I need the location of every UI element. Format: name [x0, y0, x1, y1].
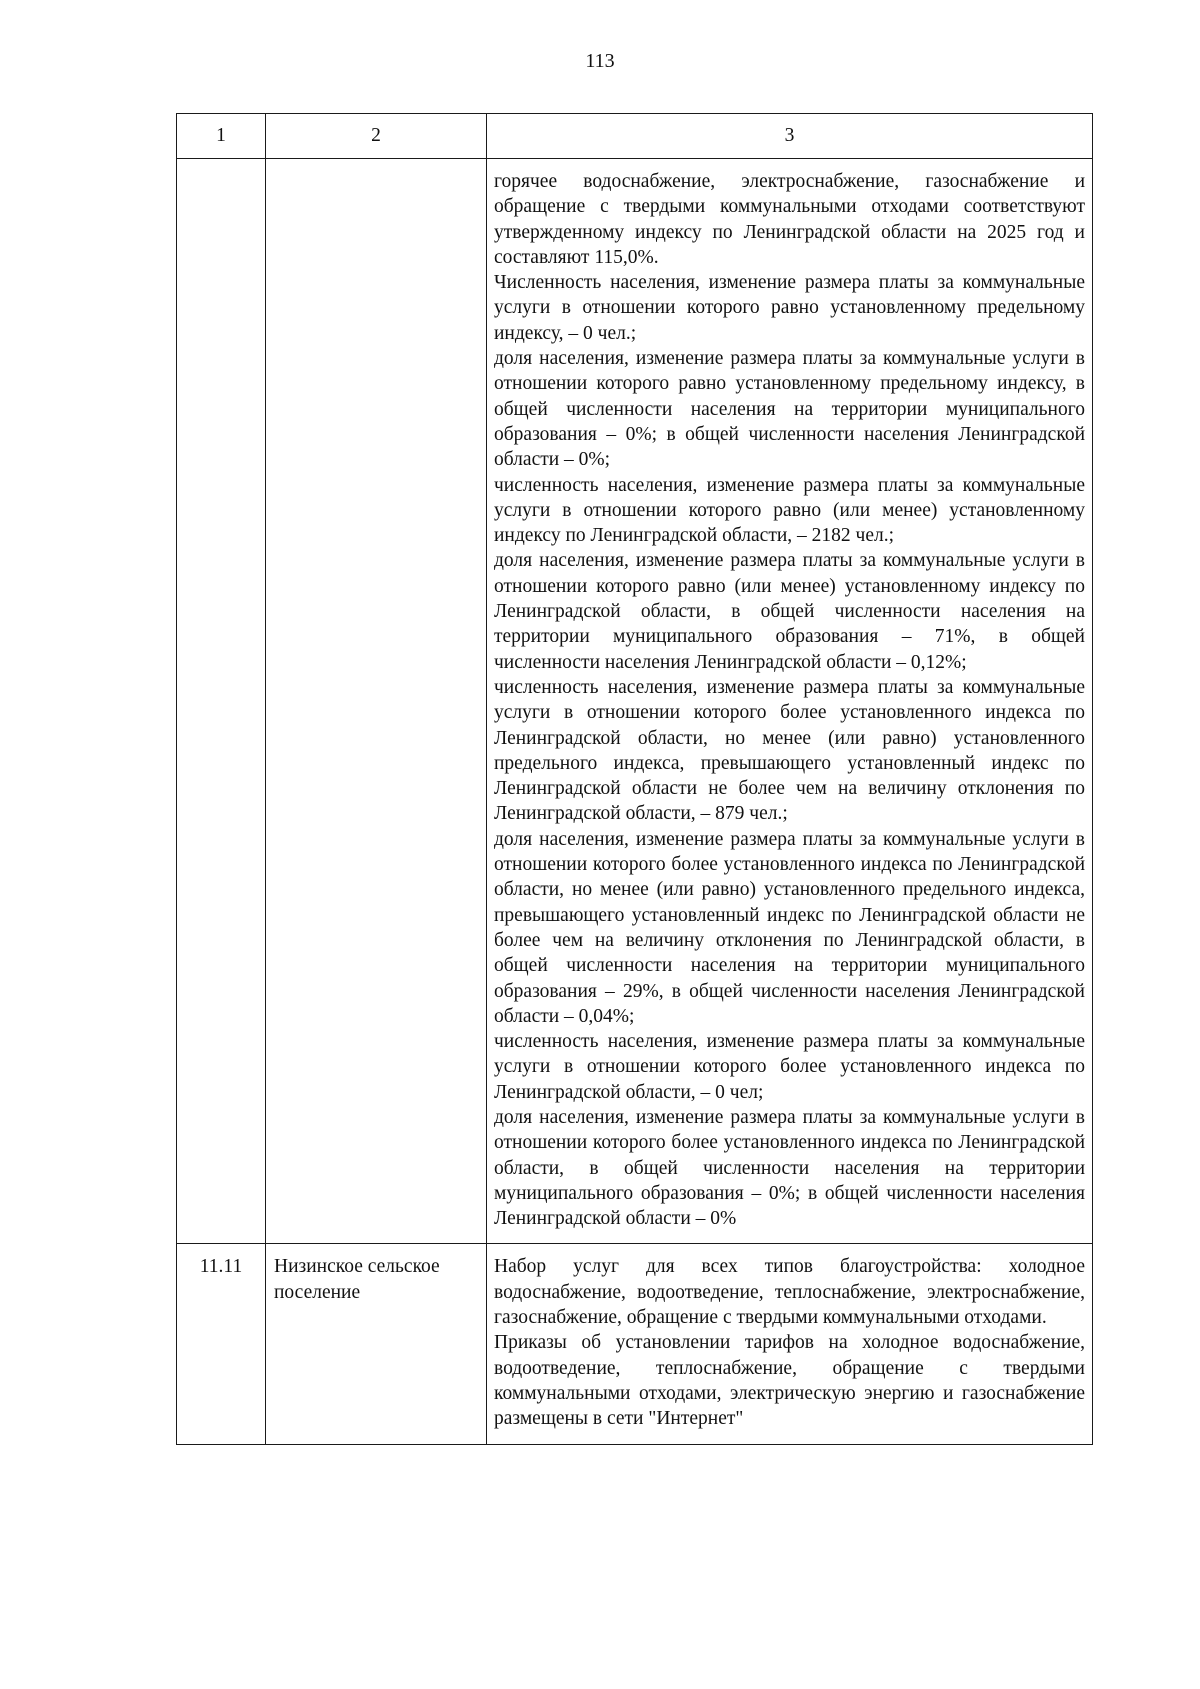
column-header-1: 1: [177, 114, 266, 159]
settlement-name: [266, 159, 487, 1244]
row-number: [177, 159, 266, 1244]
table-row: [177, 1244, 1093, 1444]
column-header-3: 3: [487, 114, 1093, 159]
paragraph: численность населения, изменение размера платы за коммунальные услуги в отношении которого более установленного индекса по Ленинградской области, – 0 чел;: [494, 1031, 1085, 1103]
document-table: [176, 113, 1093, 1445]
table-row: [177, 159, 1093, 1244]
paragraph: Приказы об установлении тарифов на холодное водоснабжение, водоотведение, теплоснабжение, обращение с твердыми коммунальными отходами, электрическую энергию и газоснабжение размещены в сети "Интернет": [494, 1332, 1085, 1430]
column-header-2: 2: [266, 114, 487, 159]
table-header-row: [177, 114, 1093, 159]
page-number: 113: [585, 50, 615, 72]
description-cell: [487, 159, 1093, 1244]
paragraph: численность населения, изменение размера платы за коммунальные услуги в отношении которого более установленного индекса по Ленинградской области, но менее (или равно) установленного предельного индекса, превышающего установленный индекс по Ленинградской области не более чем на величину отклонения по Ленинградской области, – 879 чел.;: [494, 676, 1085, 825]
paragraph: доля населения, изменение размера платы за коммунальные услуги в отношении которого более установленного индекса по Ленинградской области, но менее (или равно) установленного предельного индекса, превышающего установленный индекс по Ленинградской области не более чем на величину отклонения по Ленинградской области, в общей численности населения на территории муниципального образования – 29%, в общей численности населения Ленинградской области – 0,04%;: [494, 828, 1085, 1027]
settlement-name: Низинское сельское поселение: [266, 1244, 487, 1444]
paragraph: доля населения, изменение размера платы за коммунальные услуги в отношении которого равно (или менее) установленному индексу по Ленинградской области, в общей численности населения на территории муниципального образования – 71%, в общей численности населения Ленинградской области – 0,12%;: [494, 550, 1085, 673]
paragraph: доля населения, изменение размера платы за коммунальные услуги в отношении которого более установленного индекса по Ленинградской области, в общей численности населения на территории муниципального образования – 0%; в общей численности населения Ленинградской области – 0%: [494, 1106, 1085, 1230]
paragraph: численность населения, изменение размера платы за коммунальные услуги в отношении которого равно (или менее) установленному индексу по Ленинградской области, – 2182 чел.;: [494, 474, 1085, 547]
paragraph: Численность населения, изменение размера платы за коммунальные услуги в отношении которого равно установленному предельному индексу, – 0 чел.;: [494, 272, 1085, 344]
paragraph: Набор услуг для всех типов благоустройства: холодное водоснабжение, водоотведение, теплоснабжение, электроснабжение, газоснабжение, обращение с твердыми коммунальными отходами.: [494, 1256, 1085, 1329]
paragraph: горячее водоснабжение, электроснабжение, газоснабжение и обращение с твердыми коммунальными отходами соответствуют утвержденному индексу по Ленинградской области на 2025 год и составляют 115,0%.: [494, 171, 1085, 268]
paragraph: доля населения, изменение размера платы за коммунальные услуги в отношении которого равно установленному предельному индексу, в общей численности населения на территории муниципального образования – 0%; в общей численности населения Ленинградской области – 0%;: [494, 348, 1085, 471]
description-cell: [487, 1244, 1093, 1444]
row-number: 11.11: [177, 1244, 266, 1444]
